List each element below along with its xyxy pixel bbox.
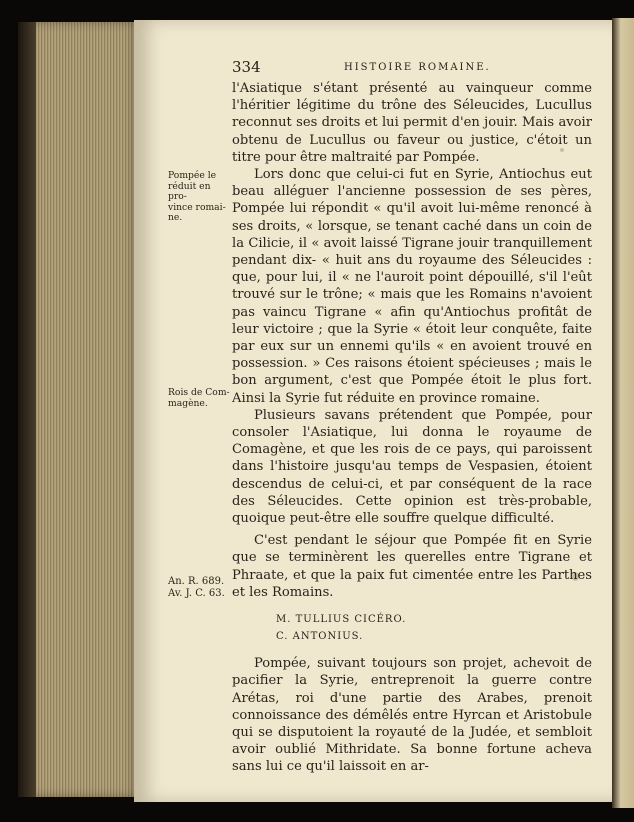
margin-note-line: ne.: [168, 212, 183, 224]
margin-note-line: Pompée le: [168, 170, 217, 181]
date-note-rome: An. R. 689.: [168, 576, 225, 587]
page-stack-edge: [18, 22, 140, 797]
paragraph-4: C'est pendant le séjour que Pompée fit en Syrie que se terminèrent les querelles entre Tigrane et Phraate, et que la paix fut cimentée entre les Parthes et les Romains.: [232, 533, 592, 600]
page-header: [232, 58, 592, 78]
consul-2: C. ANTONIUS.: [276, 631, 364, 643]
margin-note-pompee: [168, 171, 232, 224]
margin-note-line: réduit en pro-: [168, 180, 211, 203]
paragraph-2: Lors donc que celui-ci fut en Syrie, Antiochus eut beau alléguer l'ancienne possession de ses pères, Pompée lui répondit « qu'il avoit lui-même renoncé à ses droits, « lorsque, se tenant caché dans un coin de la Cilicie, il « avoit laissé Tigrane jouir tranquillement pendant dix- « huit ans du royaume des Séleucides : que, pour lui, il « ne l'auroit point dépouillé, s'il l'eût trouvé sur le trône; « mais que les Romains n'avoient pas vaincu Tigrane « afin qu'Antiochus profitât de leur victoire ; que la Syrie « étoit leur conquête, faite par eux sur un ennemi qu'ils « en avoient trouvé en possession. » Ces raisons étoient spécieuses ; mais le bon argument, c'est que Pompée étoit le plus fort. Ainsi la Syrie fut réduite en province romaine.: [232, 167, 592, 406]
main-text: [232, 80, 592, 776]
margin-note-line: magène.: [168, 397, 208, 409]
paragraph-1: l'Asiatique s'étant présenté au vainqueur comme l'héritier légitime du trône des Séleucides, Lucullus reconnut ses droits et lui permit d'en jouir. Mais avoir obtenu de Lucullus ou faveur ou justice, c'étoit un titre pour être maltraité par Pompée.: [232, 81, 592, 165]
margin-note-line: vince romai-: [168, 201, 226, 213]
paragraph-5: Pompée, suivant toujours son projet, achevoit de pacifier la Syrie, entreprenoit la guerre contre Arétas, roi d'une partie des Arabes, prenoit connoissance des démêlés entre Hyrcan et Aristobule qui se disputoient la royauté de la Judée, et sembloit avoir oublié Mithridate. Sa bonne fortune acheva sans lui ce qu'il laissoit en ar-: [232, 656, 592, 775]
book-spine-shadow: [18, 22, 36, 797]
consuls-block: [232, 611, 592, 645]
paragraph-3: Plusieurs savans prétendent que Pompée, pour consoler l'Asiatique, lui donna le royaume de Comagène, et que les rois de ce pays, qui paroissent dans l'histoire jusqu'au temps de Vespasien, étoient descendus de celui-ci, et par conséquent de la race des Séleucides. Cette opinion est très-probable, quoique peut-être elle souffre quelque difficulté.: [232, 407, 592, 527]
page-number: 334: [232, 58, 261, 76]
date-note-bc: Av. J. C. 63.: [168, 588, 225, 599]
date-note: [168, 576, 232, 600]
margin-note-comagene: [168, 388, 232, 409]
margin-note-line: Rois de Com-: [168, 387, 230, 398]
facing-page-edge: [612, 18, 634, 808]
consul-1: M. TULLIUS CICÉRO.: [276, 614, 407, 626]
running-title: HISTOIRE ROMAINE.: [344, 62, 491, 73]
